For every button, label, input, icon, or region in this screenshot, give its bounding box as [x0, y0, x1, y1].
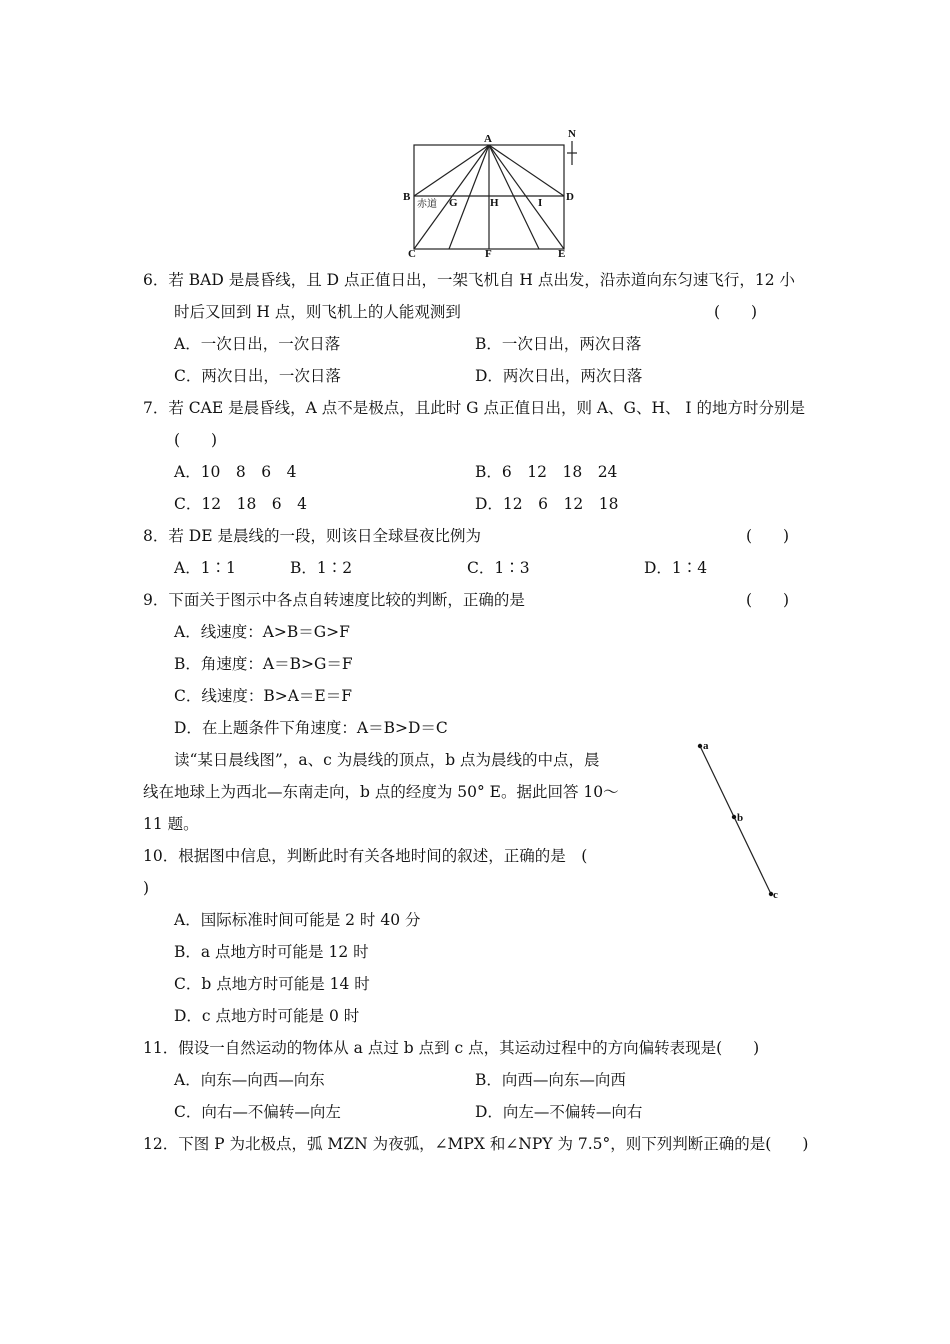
q10-option-a[interactable]: A．国际标准时间可能是 2 时 40 分 — [174, 911, 421, 929]
label-B: B — [403, 191, 411, 203]
point-a — [698, 744, 702, 748]
q9-option-b[interactable]: B．角速度：A＝B>G＝F — [174, 655, 353, 673]
figure-terminator-rectangle — [400, 125, 600, 260]
figure-dawn-line — [690, 735, 790, 905]
q12-stem-line1: 12．下图 P 为北极点，弧 MZN 为夜弧，∠MPX 和∠NPY 为 7.5°，则下列判断正确的是( ) — [143, 1135, 809, 1153]
q6-option-d[interactable]: D．两次日出，两次日落 — [475, 367, 643, 385]
q10-option-c[interactable]: C．b 点地方时可能是 14 时 — [174, 975, 370, 993]
label-I: I — [538, 197, 543, 209]
q9-option-a[interactable]: A．线速度：A>B＝G>F — [174, 623, 350, 641]
line-A-D — [489, 145, 564, 196]
q8-stem-line1: 8．若 DE 是晨线的一段，则该日全球昼夜比例为 — [143, 527, 481, 545]
q10-option-b[interactable]: B．a 点地方时可能是 12 时 — [174, 943, 369, 961]
label-F: F — [485, 248, 492, 260]
intro-line2: 线在地球上为西北—东南走向，b 点的经度为 50° E。据此回答 10～ — [143, 783, 619, 801]
label-c: c — [773, 889, 778, 901]
line-A-B — [414, 145, 489, 196]
q7-stem-line1: 7．若 CAE 是晨昏线，A 点不是极点，且此时 G 点正值日出，则 A、G、H、 I 的地方时分别是 — [143, 399, 805, 417]
q7-option-b[interactable]: B．6 12 18 24 — [475, 463, 618, 481]
label-G: G — [449, 197, 458, 209]
q10-stem-line1: 10．根据图中信息，判断此时有关各地时间的叙述，正确的是 ( — [143, 847, 588, 865]
q9-option-d[interactable]: D．在上题条件下角速度：A＝B>D＝C — [174, 719, 448, 737]
q11-option-b[interactable]: B．向西—向东—向西 — [475, 1071, 626, 1089]
q11-stem-line1: 11．假设一自然运动的物体从 a 点过 b 点到 c 点，其运动过程中的方向偏转表现是( ) — [143, 1039, 760, 1057]
q8-option-b[interactable]: B．1∶2 — [290, 559, 353, 577]
q8-option-d[interactable]: D．1∶4 — [644, 559, 708, 577]
label-a: a — [703, 740, 709, 752]
q7-option-c[interactable]: C．12 18 6 4 — [174, 495, 308, 513]
label-N: N — [568, 128, 576, 140]
q9-option-c[interactable]: C．线速度：B>A＝E＝F — [174, 687, 353, 705]
point-b — [732, 815, 736, 819]
q6-option-b[interactable]: B．一次日出，两次日落 — [475, 335, 642, 353]
q9-stem-line1: 9．下面关于图示中各点自转速度比较的判断，正确的是 — [143, 591, 525, 609]
label-b: b — [737, 812, 744, 824]
label-D: D — [566, 191, 574, 203]
q10-stem-line2: ) — [143, 879, 150, 897]
q7-answer-paren: ( ) — [174, 431, 218, 449]
q6-stem-line1: 6．若 BAD 是晨昏线，且 D 点正值日出，一架飞机自 H 点出发，沿赤道向东匀速飞行，12 小 — [143, 271, 796, 289]
q10-option-d[interactable]: D．c 点地方时可能是 0 时 — [174, 1007, 360, 1025]
intro-line1: 读“某日晨线图”，a、c 为晨线的顶点，b 点为晨线的中点，晨 — [174, 751, 600, 769]
label-H: H — [490, 197, 499, 209]
intro-line3: 11 题。 — [143, 815, 199, 833]
q6-option-a[interactable]: A．一次日出，一次日落 — [174, 335, 341, 353]
dawn-line-segment — [700, 746, 771, 894]
q7-option-d[interactable]: D．12 6 12 18 — [475, 495, 619, 513]
label-A: A — [484, 133, 492, 145]
q11-option-c[interactable]: C．向右—不偏转—向左 — [174, 1103, 341, 1121]
line-A-E — [489, 145, 564, 249]
q8-option-c[interactable]: C．1∶3 — [467, 559, 530, 577]
q11-option-d[interactable]: D．向左—不偏转—向右 — [475, 1103, 643, 1121]
q6-answer-paren: ( ) — [714, 303, 758, 321]
label-equator: 赤道 — [417, 199, 437, 210]
q8-answer-paren: ( ) — [746, 527, 790, 545]
q7-option-a[interactable]: A．10 8 6 4 — [174, 463, 297, 481]
q8-option-a[interactable]: A．1∶1 — [174, 559, 236, 577]
label-C: C — [408, 248, 416, 260]
label-E: E — [558, 248, 566, 260]
q6-option-c[interactable]: C．两次日出，一次日落 — [174, 367, 341, 385]
q11-option-a[interactable]: A．向东—向西—向东 — [174, 1071, 325, 1089]
q6-stem-line2: 时后又回到 H 点，则飞机上的人能观测到 — [174, 303, 461, 321]
q9-answer-paren: ( ) — [746, 591, 790, 609]
